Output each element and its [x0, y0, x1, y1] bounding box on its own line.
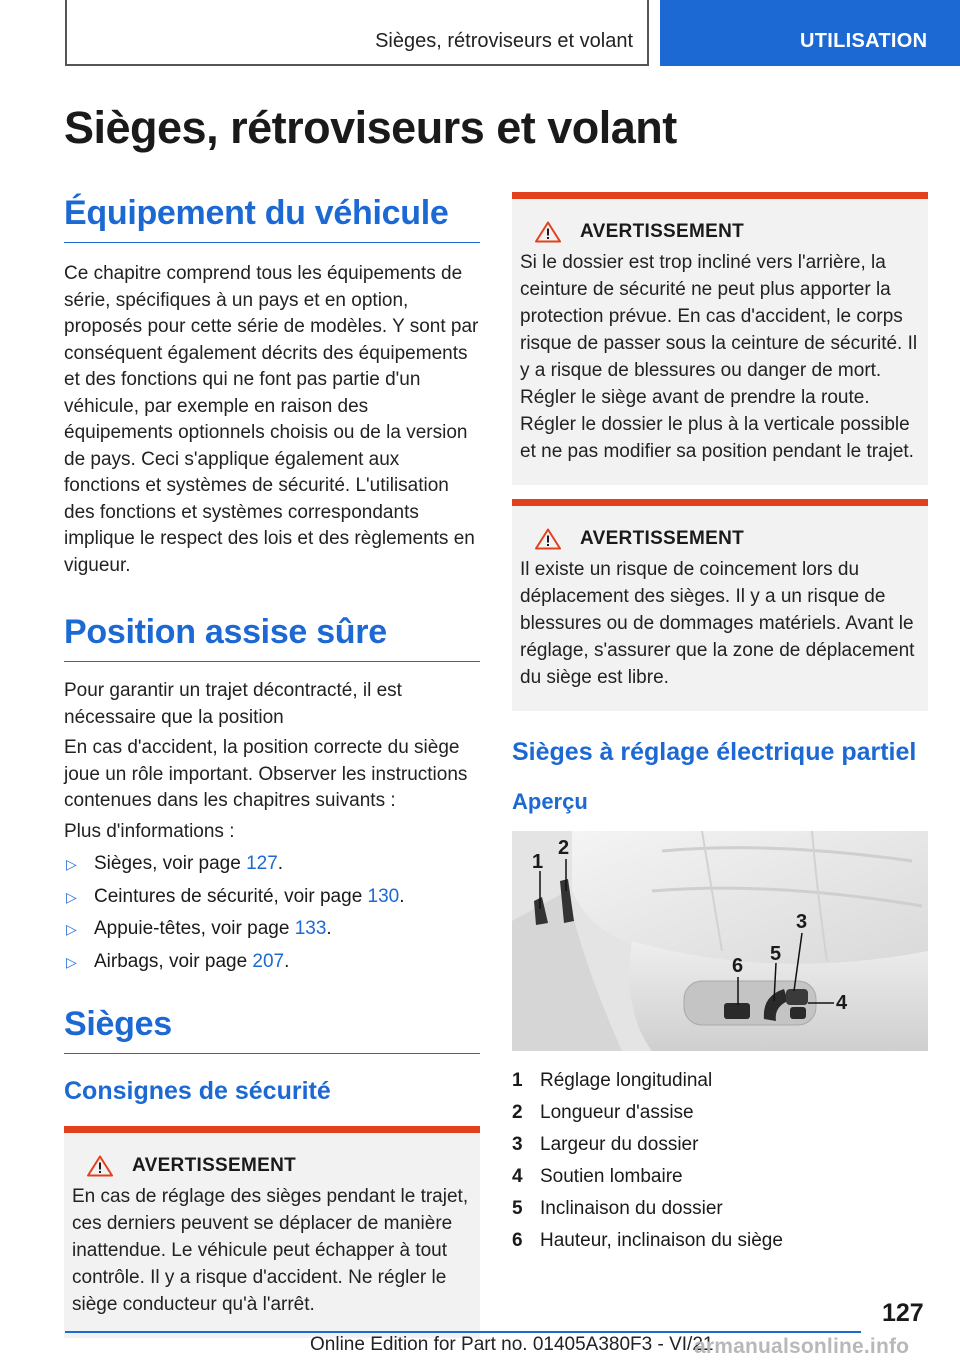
heading-electric-seats: Sièges à réglage électrique partiel — [512, 738, 917, 766]
list-item: 6 Hauteur, inclinaison du siège — [512, 1230, 783, 1251]
list-item: 3 Largeur du dossier — [512, 1134, 699, 1155]
seat-controls-figure — [512, 831, 928, 1051]
heading-apercu: Aperçu — [512, 789, 588, 814]
watermark: armanualsonline.info — [694, 1335, 910, 1358]
warning-box — [512, 192, 928, 485]
warning-text: Il existe un risque de coincement lors du déplacement des sièges. Il y a un risque de blessures ou de dommages matériels. Avant le réglage, s'assurer que la zone de déplacement du siège est libre. — [520, 559, 915, 688]
list-item: ▷ Appuie-têtes, voir page 133. — [64, 916, 480, 942]
warning-triangle-icon — [535, 221, 561, 243]
footer-divider — [65, 1331, 861, 1333]
triangle-bullet-icon: ▷ — [66, 953, 77, 970]
page-number: 127 — [882, 1299, 924, 1327]
list-item: 5 Inclinaison du dossier — [512, 1198, 723, 1219]
figure-label-5: 5 — [770, 943, 782, 965]
list-item: 4 Soutien lombaire — [512, 1166, 683, 1187]
position-paragraph-2: En cas d'accident, la position correcte du siège joue un rôle important. Observer les instructions contenues dans les chapitres suivants : — [64, 737, 468, 811]
warning-triangle-icon — [87, 1155, 113, 1177]
header-section-label: UTILISATION — [800, 30, 928, 52]
warning-text: En cas de réglage des sièges pendant le trajet, ces derniers peuvent se déplacer de manière inattendue. Le véhicule peut échapper à tout contrôle. Il y a risque d'accident. Ne régler le siège conducteur qu'à l'arrêt. — [72, 1185, 469, 1315]
list-item: 1 Réglage longitudinal — [512, 1070, 713, 1091]
figure-label-2: 2 — [558, 837, 570, 859]
position-paragraph-1: Pour garantir un trajet décontracté, il est nécessaire que la position — [64, 680, 402, 728]
equipement-paragraph: Ce chapitre comprend tous les équipements de série, spécifiques à un pays et en option, proposés pour cette série de modèles. Y sont par conséquent également décrits des équipements et des fonctions qui ne font pas partie d'un véhicule, par exemple en raison des équipements optionnels choisis ou de la version de pays. Ceci s'applique également aux fonctions et systèmes de sécurité. L'utilisation des fonctions et systèmes correspondants implique le respect des lois et des règlements en vigueur. — [64, 263, 479, 576]
footer-edition: Online Edition for Part no. 01405A380F3 - VI/21 — [310, 1334, 714, 1355]
warning-text: Si le dossier est trop incliné vers l'arrière, la ceinture de sécurité ne peut plus apporter la protection prévue. En cas d'accident, le corps risque de passer sous la ceinture de sécurité. Il y a risque de blessures ou danger de mort. Régler le siège avant de prendre la route. Régler le dossier le plus à la verticale possible et ne pas modifier sa position pendant le trajet. — [520, 252, 918, 462]
warning-box — [64, 1126, 480, 1338]
header-chapter-box — [65, 0, 649, 66]
figure-label-1: 1 — [532, 851, 544, 873]
warning-label: AVERTISSEMENT — [132, 1154, 297, 1176]
triangle-bullet-icon: ▷ — [66, 921, 77, 937]
list-item: 2 Longueur d'assise — [512, 1102, 694, 1123]
figure-label-6: 6 — [732, 955, 744, 977]
heading-sieges: Sièges — [64, 1001, 480, 1054]
left-column — [64, 190, 480, 1338]
page-link[interactable]: 133 — [294, 918, 327, 939]
list-item: ▷ Ceintures de sécurité, voir page 130. — [64, 884, 480, 910]
page-link[interactable]: 207 — [252, 950, 285, 972]
reference-list — [64, 851, 480, 975]
figure-legend — [512, 1065, 928, 1257]
right-column — [512, 192, 928, 1257]
heading-equipement: Équipement du véhicule — [64, 190, 480, 243]
warning-box — [512, 499, 928, 711]
heading-consignes: Consignes de sécurité — [64, 1076, 331, 1105]
header-section-tab[interactable] — [660, 0, 960, 66]
seat-illustration — [512, 831, 928, 1051]
position-paragraph-3: Plus d'informations : — [64, 820, 235, 842]
page-link[interactable]: 127 — [246, 853, 278, 874]
page-title: Sièges, rétroviseurs et volant — [64, 102, 677, 153]
list-item: ▷ Airbags, voir page 207. — [64, 949, 480, 975]
figure-label-3: 3 — [796, 911, 808, 933]
warning-label: AVERTISSEMENT — [580, 528, 745, 549]
figure-label-4: 4 — [836, 992, 848, 1014]
warning-label: AVERTISSEMENT — [580, 221, 745, 242]
triangle-bullet-icon: ▷ — [66, 856, 77, 872]
header-chapter-title: Sièges, rétroviseurs et volant — [375, 30, 633, 52]
warning-triangle-icon — [535, 528, 561, 550]
page-link[interactable]: 130 — [367, 885, 400, 907]
heading-position: Position assise sûre — [64, 609, 480, 662]
triangle-bullet-icon: ▷ — [66, 888, 77, 905]
list-item: ▷ Sièges, voir page 127. — [64, 851, 480, 877]
